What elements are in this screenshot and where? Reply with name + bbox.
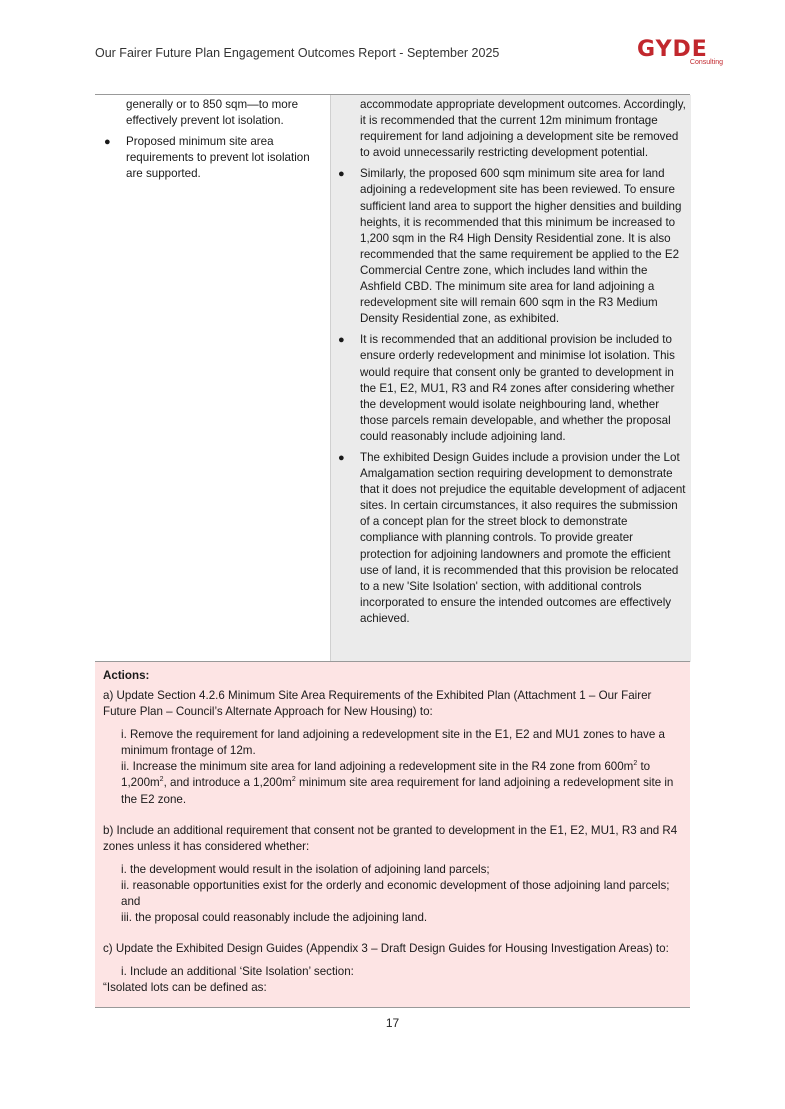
list-item-text: It is recommended that an additional provision be included to ensure orderly redevelopment and minimise lot isolation. This would require that consent only be granted to development in the E1, E2, MU1, R3 and R4 zones after considering whether the development would isolate neighbouring land, whether those parcels remain developable, and whether the proposal could reasonably include adjoining land. [360, 333, 675, 443]
action-c-item-i: i. Include an additional ‘Site Isolation’ section: [121, 965, 354, 979]
list-item [338, 332, 686, 445]
page-number: 17 [385, 1016, 400, 1030]
bullet-icon: ● [338, 451, 345, 464]
feedback-response-table [95, 94, 690, 662]
bullet-icon: ● [338, 334, 345, 347]
action-b-item-i: i. the development would result in the isolation of adjoining land parcels; [121, 862, 490, 876]
gyde-logo [637, 37, 725, 68]
page-header-title: Our Fairer Future Plan Engagement Outcomes Report - September 2025 [95, 46, 500, 60]
list-item [104, 134, 322, 182]
action-a-intro: a) Update Section 4.2.6 Minimum Site Area Requirements of the Exhibited Plan (Attachment 1 – Our Fairer Future Plan – Council’s Alternate Approach for New Housing) to: [103, 689, 652, 719]
list-item-text: Proposed minimum site area requirements to prevent lot isolation are supported. [126, 135, 310, 181]
list-item [338, 166, 686, 327]
actions-heading: Actions: [103, 669, 150, 682]
action-a-item-i: i. Remove the requirement for land adjoining a redevelopment site in the E1, E2 and MU1 zones to have a minimum frontage of 12m. [121, 728, 665, 758]
logo-subtitle: Consulting [689, 59, 723, 66]
list-item [338, 450, 686, 627]
action-b-intro: b) Include an additional requirement that consent not be granted to development in the E1, E2, MU1, R3 and R4 zones unless it has considered whether: [103, 823, 678, 853]
right-continuation-text: accommodate appropriate development outcomes. Accordingly, it is recommended that the current 12m minimum frontage requirement for land adjoining a development site be removed to avoid unnecessarily restricting development potential. [360, 98, 686, 160]
actions-box [95, 661, 690, 1008]
action-c-intro: c) Update the Exhibited Design Guides (Appendix 3 – Draft Design Guides for Housing Investigation Areas) to: [103, 942, 669, 956]
bullet-icon: ● [104, 136, 111, 149]
action-b-item-ii: ii. reasonable opportunities exist for the orderly and economic development of those adjoining land parcels; and [121, 878, 670, 909]
logo-wordmark: GYDE [637, 37, 708, 62]
left-continuation-text: generally or to 850 sqm—to more effectively prevent lot isolation. [126, 98, 299, 128]
action-c-quote: “Isolated lots can be defined as: [103, 981, 267, 995]
action-a-item-ii: ii. Increase the minimum site area for land adjoining a redevelopment site in the R4 zone from $600m^2$ to $1,200m^2$, and introduce a $1,200m^2$ minimum site area requirement for land adjoining a redevelopment site in the E2 zone. [121, 760, 674, 806]
bullet-icon: ● [338, 168, 345, 181]
list-item-text: The exhibited Design Guides include a provision under the Lot Amalgamation section requiring development to demonstrate that it does not prejudice the equitable development of adjacent sites. In certain circumstances, it also requires the submission of a concept plan for the street block to demonstrate compliance with planning controls. To provide greater protection for adjoining landowners and promote the efficient use of land, it is recommended that this provision be relocated to a new 'Site Isolation' section, with additional controls incorporated to ensure the intended outcomes are effectively achieved. [360, 450, 686, 625]
action-b-item-iii: iii. the proposal could reasonably include the adjoining land. [121, 911, 428, 925]
feedback-column [95, 95, 330, 662]
response-column [330, 95, 691, 662]
list-item-text: Similarly, the proposed 600 sqm minimum site area for land adjoining a redevelopment site has been reviewed. To ensure sufficient land area to support the higher densities and building heights, it is recommended that this minimum be increased to 1,200 sqm in the R4 High Density Residential zone. It is also recommended that the same requirement be applied to the E2 Commercial Centre zone, which includes land within the Ashfield CBD. The minimum site area for land adjoining a redevelopment site will remain 600 sqm in the R3 Medium Density Residential zone, as exhibited. [360, 167, 682, 326]
